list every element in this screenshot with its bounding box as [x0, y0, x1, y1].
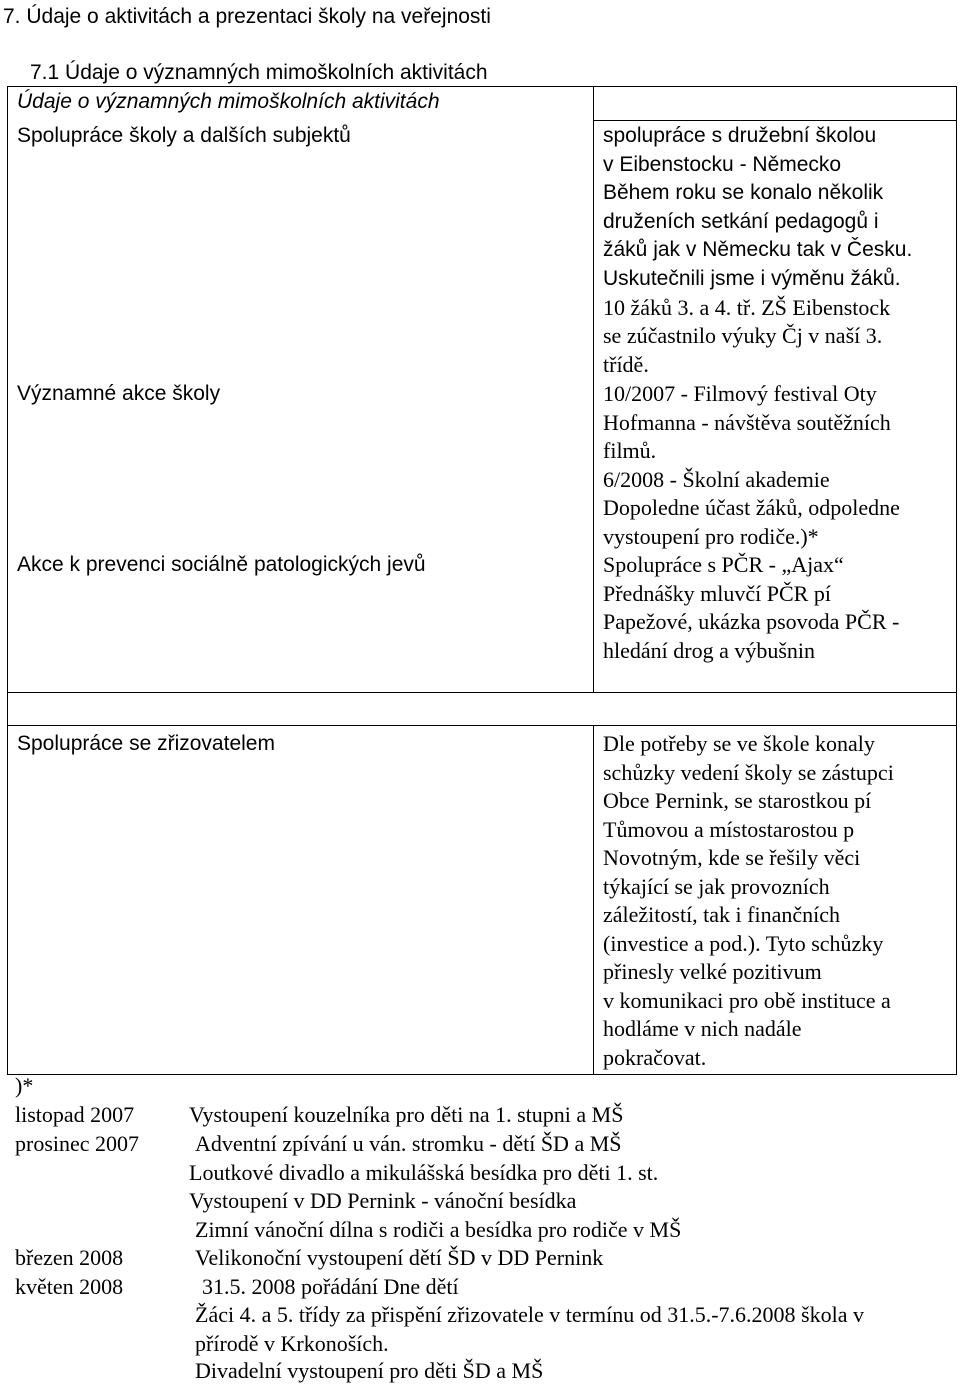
- content-line: Dle potřeby se ve škole konaly: [603, 731, 875, 756]
- content-line: v komunikaci pro obě instituce a: [603, 987, 891, 1013]
- footnote-text: 31.5. 2008 pořádání Dne dětí: [202, 1274, 459, 1299]
- content-line: žáků jak v Německu tak v Česku.: [603, 238, 913, 262]
- table-row-divider: [7, 692, 957, 693]
- content-line: 10/2007 - Filmový festival Oty: [603, 381, 877, 406]
- content-line: (investice a pod.). Tyto schůzky: [603, 930, 884, 956]
- content-line: v Eibenstocku - Německo: [603, 152, 842, 176]
- subsection-heading: 7.1 Údaje o významných mimoškolních aktivitách: [30, 61, 488, 84]
- row-label-school-events: Významné akce školy: [17, 382, 221, 405]
- footnote-marker: )*: [15, 1073, 34, 1098]
- footnote-date: prosinec 2007: [15, 1131, 140, 1156]
- footnote-text: Loutkové divadlo a mikulášská besídka pro děti 1. st.: [189, 1160, 659, 1185]
- row-label-founder-cooperation: Spolupráce se zřizovatelem: [17, 732, 275, 755]
- content-line: druženích setkání pedagogů i: [603, 209, 879, 233]
- content-line: spolupráce s družební školou: [603, 124, 877, 147]
- table-header: Údaje o významných mimoškolních aktivitách: [17, 90, 440, 113]
- footnote-text: Velikonoční vystoupení dětí ŠD v DD Pernink: [195, 1245, 604, 1270]
- content-line: Novotným, kde se řešily věci: [603, 845, 861, 870]
- content-line: se zúčastnilo výuky Čj v naší 3.: [603, 323, 883, 349]
- prevention-content: [603, 551, 899, 665]
- content-line: záležitostí, tak i finančních: [603, 902, 841, 927]
- content-line: Papežové, ukázka psovoda PČR -: [603, 609, 900, 635]
- table-bottom-border: [7, 1074, 957, 1075]
- row-label-prevention: Akce k prevenci sociálně patologických jevů: [17, 553, 426, 576]
- content-line: Hofmanna - návštěva soutěžních: [603, 409, 891, 435]
- content-line: Přednášky mluvčí PČR pí: [603, 580, 831, 606]
- footnote-text: Vystoupení kouzelníka pro děti na 1. stupni a MŠ: [189, 1102, 624, 1127]
- content-line: Tůmovou a místostarostou p: [603, 816, 855, 842]
- table-top-border: [7, 86, 957, 87]
- footnote-text: Divadelní vystoupení pro děti ŠD a MŠ: [195, 1358, 544, 1383]
- content-line: hodláme v nich nadále: [603, 1016, 802, 1041]
- partnership-content: [603, 122, 912, 379]
- content-line: Spolupráce s PČR - „Ajax“: [603, 552, 844, 577]
- footnote-text: Adventní zpívání u ván. stromku - dětí ŠD a MŠ: [195, 1131, 622, 1156]
- footnote-text: Žáci 4. a 5. třídy za přispění zřizovatele v termínu od 31.5.-7.6.2008 škola v: [195, 1302, 864, 1327]
- footnote-date: květen 2008: [15, 1274, 124, 1299]
- school-events-content: [603, 380, 900, 552]
- table-left-border: [7, 86, 8, 1074]
- content-line: hledání drog a výbušnin: [603, 637, 816, 663]
- content-line: 10 žáků 3. a 4. tř. ZŠ Eibenstock: [603, 294, 891, 320]
- content-line: Dopoledne účast žáků, odpoledne: [603, 495, 900, 521]
- table-column-divider: [593, 725, 594, 1074]
- content-line: přinesly velké pozitivum: [603, 959, 822, 984]
- table-header-divider: [593, 120, 957, 121]
- table-column-divider: [593, 86, 594, 692]
- content-line: Obce Pernink, se starostkou pí: [603, 788, 872, 813]
- table-row-divider: [7, 725, 957, 726]
- content-line: Během roku se konalo několik: [603, 181, 884, 205]
- content-line: týkající se jak provozních: [603, 873, 830, 899]
- footnote-date: březen 2008: [15, 1245, 124, 1270]
- row-label-partnership: Spolupráce školy a dalších subjektů: [17, 124, 351, 147]
- content-line: 6/2008 - Školní akademie: [603, 466, 830, 492]
- footnote-text: Vystoupení v DD Pernink - vánoční besídka: [189, 1188, 577, 1213]
- content-line: schůzky vedení školy se zástupci: [603, 759, 894, 785]
- section-heading: 7. Údaje o aktivitách a prezentaci školy na veřejnosti: [3, 5, 491, 28]
- founder-cooperation-content: [603, 730, 894, 1072]
- content-line: pokračovat.: [603, 1044, 707, 1070]
- table-right-border: [956, 86, 957, 1074]
- content-line: třídě.: [603, 351, 649, 377]
- content-line: vystoupení pro rodiče.)*: [603, 523, 819, 549]
- footnote-text: přírodě v Krkonoších.: [195, 1331, 389, 1356]
- footnote-date: listopad 2007: [15, 1102, 135, 1127]
- footnote-text: Zimní vánoční dílna s rodiči a besídka pro rodiče v MŠ: [195, 1217, 682, 1242]
- content-line: Uskutečnili jsme i výměnu žáků.: [603, 266, 901, 290]
- content-line: filmů.: [603, 438, 657, 464]
